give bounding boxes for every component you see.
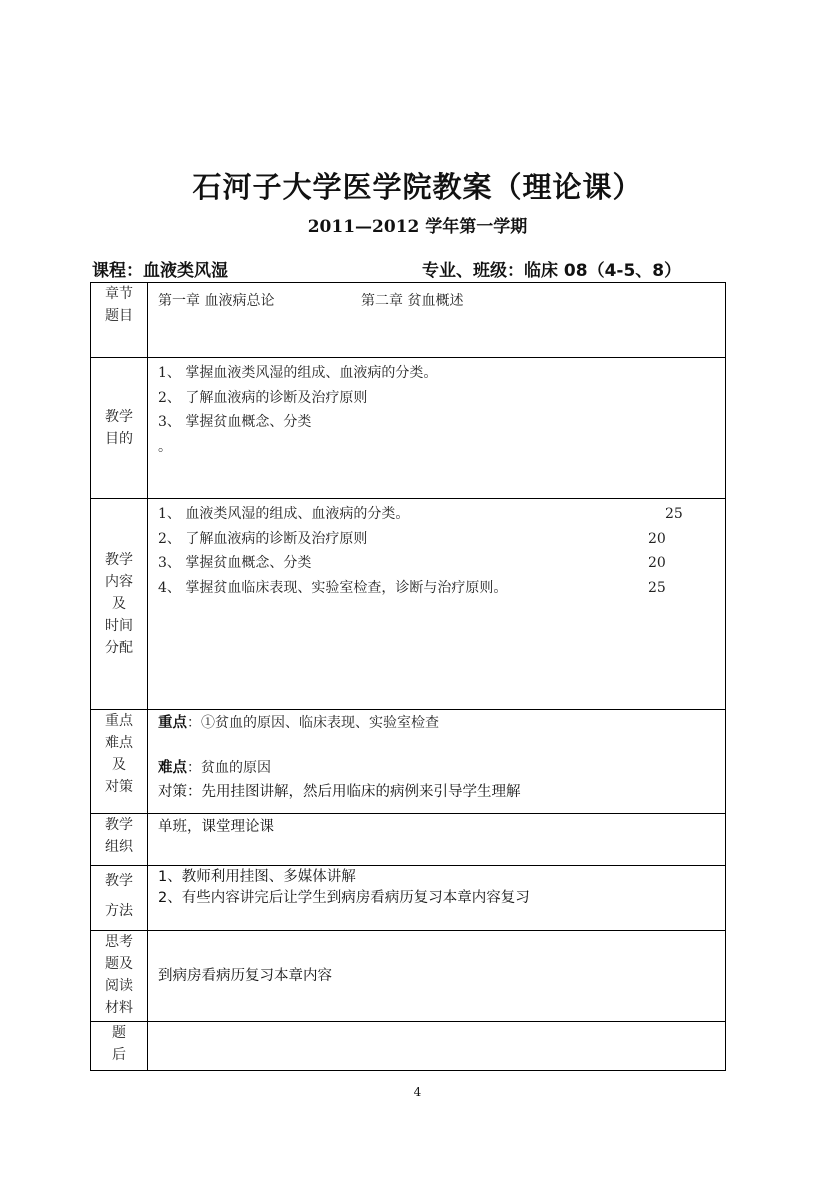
label-line: 时间 xyxy=(105,618,133,634)
content-item-minutes: 25 xyxy=(648,579,666,596)
content-item xyxy=(148,502,725,527)
content-item xyxy=(148,576,725,601)
label-line: 材料 xyxy=(105,1000,133,1016)
org-label xyxy=(91,814,148,866)
key-label xyxy=(91,710,148,814)
strategy: 对策：先用挂图讲解，然后用临床的病例来引导学生理解 xyxy=(158,784,521,800)
label-line: 及 xyxy=(112,596,126,612)
major-class: 专业、班级：临床 08（4-5、8） xyxy=(422,261,682,281)
key-point-label: 重点 xyxy=(158,715,187,731)
content-item-text: 3、 掌握贫血概念、分类 xyxy=(158,555,312,571)
chapter-row xyxy=(91,283,726,358)
content-label xyxy=(91,499,148,710)
content-item xyxy=(148,527,725,552)
label-line: 组织 xyxy=(105,839,133,855)
key-content xyxy=(148,710,726,814)
goal-line: 2、 了解血液病的诊断及治疗原则 xyxy=(158,389,368,406)
content-item-minutes: 20 xyxy=(648,530,666,547)
content-item-text: 4、 掌握贫血临床表现、实验室检查，诊断与治疗原则。 xyxy=(158,579,508,596)
label-line: 题 xyxy=(112,1025,126,1041)
label-line: 重点 xyxy=(105,713,133,729)
content-items xyxy=(148,499,726,710)
label-line: 方法 xyxy=(105,903,133,919)
chapter-one: 第一章 血液病总论 xyxy=(158,293,275,309)
key-point-text: ：①贫血的原因、临床表现、实验室检查 xyxy=(187,715,439,731)
goal-content xyxy=(148,358,726,499)
difficulty-label: 难点 xyxy=(158,759,187,776)
content-item xyxy=(148,551,725,576)
method-row xyxy=(91,866,726,931)
page-number: 4 xyxy=(413,1085,422,1099)
label-line: 教学 xyxy=(105,873,133,889)
page-title: 石河子大学医学院教案（理论课） xyxy=(192,170,643,204)
label-line: 及 xyxy=(112,757,126,773)
key-row xyxy=(91,710,726,814)
goal-label xyxy=(91,358,148,499)
org-row xyxy=(91,814,726,866)
goal-line: 3、 掌握贫血概念、分类 xyxy=(158,414,312,430)
label-line: 思考 xyxy=(105,934,133,950)
reading-content xyxy=(148,931,726,1022)
label-line: 后 xyxy=(112,1047,126,1063)
after-row xyxy=(91,1022,726,1071)
difficulty-text: ：贫血的原因 xyxy=(187,759,271,776)
label-line: 教学 xyxy=(105,552,133,568)
goal-row xyxy=(91,358,726,499)
label-line: 内容 xyxy=(105,574,133,590)
label-line: 分配 xyxy=(105,640,133,656)
content-item-text: 1、 血液类风湿的组成、血液病的分类。 xyxy=(158,506,410,522)
goal-line: 。 xyxy=(158,438,172,455)
reading-label xyxy=(91,931,148,1022)
chapter-content xyxy=(148,283,726,358)
label-line: 题目 xyxy=(105,308,133,324)
semester-subtitle: 2011—2012 学年第一学期 xyxy=(307,217,528,237)
org-content xyxy=(148,814,726,866)
method-line: 2、有些内容讲完后让学生到病房看病历复习本章内容复习 xyxy=(158,890,530,906)
reading-text: 到病房看病历复习本章内容 xyxy=(158,967,332,984)
chapter-label xyxy=(91,283,148,358)
label-line: 教学 xyxy=(105,817,133,833)
after-label xyxy=(91,1022,148,1071)
after-content xyxy=(148,1022,726,1071)
content-item-text: 2、 了解血液病的诊断及治疗原则 xyxy=(158,530,368,547)
key-point xyxy=(148,711,725,736)
course-info xyxy=(92,256,732,280)
method-line: 1、教师利用挂图、多媒体讲解 xyxy=(158,869,356,885)
content-row xyxy=(91,499,726,710)
reading-row xyxy=(91,931,726,1022)
label-line: 题及 xyxy=(105,956,133,972)
label-line: 章节 xyxy=(105,286,133,302)
course-name: 课程：血液类风湿 xyxy=(92,261,228,281)
content-item-minutes: 25 xyxy=(665,506,683,522)
label-line: 对策 xyxy=(105,779,133,795)
content-item-minutes: 20 xyxy=(648,555,666,571)
label-line: 难点 xyxy=(105,735,133,751)
method-label xyxy=(91,866,148,931)
lesson-plan-table xyxy=(90,282,726,1071)
label-line: 目的 xyxy=(105,431,133,447)
difficulty xyxy=(148,756,725,781)
method-content xyxy=(148,866,726,931)
goal-line: 1、 掌握血液类风湿的组成、血液病的分类。 xyxy=(158,365,438,381)
chapter-two: 第二章 贫血概述 xyxy=(361,293,464,309)
org-text: 单班，课堂理论课 xyxy=(158,819,274,835)
label-line: 阅读 xyxy=(105,978,133,994)
label-line: 教学 xyxy=(105,409,133,425)
